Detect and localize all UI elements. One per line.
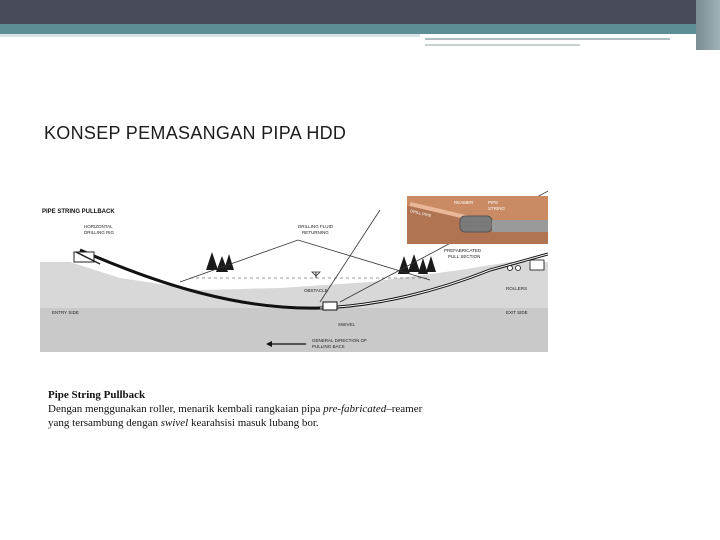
exit-side-label: EXIT SIDE xyxy=(506,310,528,315)
fluid-label: RETURNING xyxy=(302,230,329,235)
header-rule xyxy=(425,44,580,46)
prefab-label: PREFABRICATED xyxy=(444,248,482,253)
header-rule xyxy=(425,38,670,40)
caption xyxy=(48,388,488,430)
slide-title: KONSEP PEMASANGAN PIPA HDD xyxy=(44,123,347,143)
pipe-string-label: STRING xyxy=(488,206,506,211)
fluid-return-line xyxy=(180,240,430,282)
trees-right xyxy=(398,254,436,274)
reamer-label: REAMER xyxy=(454,200,474,205)
caption-line xyxy=(48,402,488,416)
header-accent xyxy=(0,24,720,34)
prefab-label: PULL SECTION xyxy=(448,254,481,259)
pipe-string-label: PIPE xyxy=(488,200,499,205)
header-bar xyxy=(0,0,720,24)
caption-line xyxy=(48,416,488,430)
drill-pipe-label: DRILL PIPE xyxy=(409,208,432,219)
header-rule xyxy=(0,34,420,37)
caption-text: kearahsisi masuk lubang bor. xyxy=(188,417,319,429)
direction-label: GENERAL DIRECTION OF xyxy=(312,338,367,343)
diagram-svg xyxy=(40,190,548,352)
caption-term: pre-fabricated xyxy=(323,403,387,415)
reamer-inset xyxy=(407,196,548,244)
entry-side-label: ENTRY SIDE xyxy=(52,310,79,315)
caption-text: yang tersambung dengan xyxy=(48,417,161,429)
subsoil xyxy=(40,308,548,352)
rollers-label: ROLLERS xyxy=(506,286,528,291)
obstacle-label: OBSTACLE xyxy=(304,288,328,293)
caption-text: Dengan menggunakan roller, menarik kembali rangkaian pipa xyxy=(48,403,324,415)
hdd-pullback-diagram xyxy=(40,190,548,352)
direction-label: PULLING BACK xyxy=(312,344,345,349)
obstacle xyxy=(312,272,320,278)
caption-term: swivel xyxy=(160,417,189,429)
rig-label: HORIZONTAL xyxy=(84,224,113,229)
trees-left xyxy=(206,252,234,272)
caption-text: –reamer xyxy=(386,403,423,415)
swivel xyxy=(323,302,337,310)
caption-heading: Pipe String Pullback xyxy=(48,389,146,401)
swivel-label: SWIVEL xyxy=(338,322,356,327)
fluid-label: DRILLING FLUID xyxy=(298,224,334,229)
diagram-heading: PIPE STRING PULLBACK xyxy=(42,209,115,215)
header-corner xyxy=(696,0,720,50)
rig-label: DRILLING RIG xyxy=(84,230,115,235)
